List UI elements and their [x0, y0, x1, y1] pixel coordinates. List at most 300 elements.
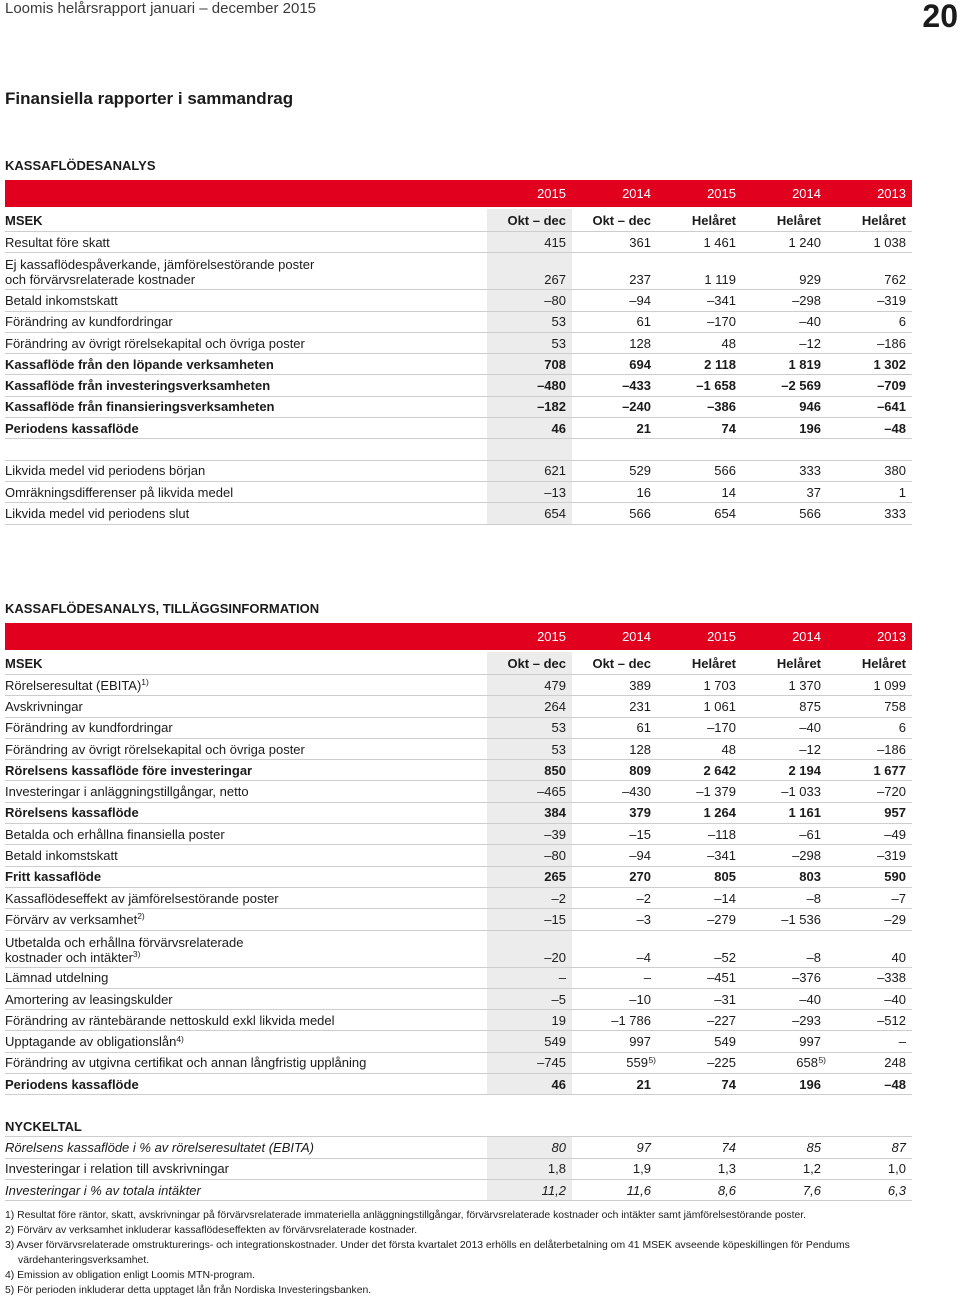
- cell-value: [629, 336, 651, 351]
- cell-value: [703, 699, 736, 714]
- row-label-cell: [5, 718, 487, 738]
- cell-value-text: 875: [799, 698, 821, 714]
- row-label: [5, 699, 83, 714]
- row-label-text: Betald inkomstskatt: [5, 848, 118, 864]
- value-cell: [487, 1053, 572, 1073]
- value-cell: [657, 354, 742, 374]
- row-label: [5, 848, 118, 863]
- value-cell: [487, 696, 572, 716]
- cell-value-text: –641: [877, 399, 906, 415]
- cell-value-text: 1 302: [873, 356, 906, 372]
- row-label-cell: [5, 931, 487, 967]
- table-row: [5, 781, 912, 802]
- cell-value-text: –709: [877, 378, 906, 394]
- value-cell: [487, 290, 572, 310]
- cell-value: [644, 970, 651, 985]
- value-cell: [572, 290, 657, 310]
- row-label: [5, 784, 249, 799]
- value-cell: [657, 290, 742, 310]
- value-cell: [742, 439, 827, 459]
- cell-value-text: –31: [714, 991, 736, 1007]
- table-row: [5, 1159, 912, 1180]
- row-label-text: Kassaflöde från den löpande verksamheten: [5, 356, 274, 372]
- value-cell: [487, 845, 572, 865]
- value-cell: [742, 397, 827, 417]
- row-label-cell: [5, 989, 487, 1009]
- value-cell: [657, 909, 742, 929]
- cell-value-text: 53: [551, 335, 566, 351]
- cell-value-text: 6: [898, 720, 906, 736]
- unit-label: MSEK: [5, 655, 43, 671]
- value-cell: [572, 989, 657, 1009]
- period-label: Okt – dec: [507, 655, 566, 671]
- value-cell: [657, 333, 742, 353]
- value-cell: [827, 888, 912, 908]
- value-cell: [487, 461, 572, 481]
- row-label-text: Kassaflödeseffekt av jämförelsestörande poster: [5, 890, 279, 906]
- cell-value-text: 809: [629, 762, 651, 778]
- table-row: [5, 968, 912, 989]
- cell-value: [788, 763, 821, 778]
- row-label-cell: [5, 397, 487, 417]
- footnote-marker: 5): [818, 1054, 826, 1065]
- value-cell: [487, 253, 572, 289]
- cell-value-text: 590: [884, 869, 906, 885]
- cell-value: [637, 891, 651, 906]
- period-label: Helåret: [691, 212, 736, 228]
- cell-value: [552, 336, 566, 351]
- cell-value-text: –298: [792, 292, 821, 308]
- cell-value-text: 361: [629, 234, 651, 250]
- row-label-text: Förvärv av verksamhet: [5, 911, 138, 927]
- cell-value-text: 1 161: [788, 805, 821, 821]
- value-cell: [487, 1031, 572, 1051]
- cell-value: [807, 950, 821, 965]
- value-cell: [827, 931, 912, 967]
- cell-value: [629, 869, 651, 884]
- cell-value-text: –80: [544, 848, 566, 864]
- value-cell: [487, 482, 572, 502]
- table-row: [5, 253, 912, 290]
- row-label: [5, 1034, 184, 1049]
- row-label-cell: [5, 354, 487, 374]
- period-header-cell: [487, 209, 572, 231]
- cell-value: [873, 235, 906, 250]
- row-label: [5, 1077, 139, 1092]
- cell-value-text: –40: [799, 991, 821, 1007]
- value-cell: [827, 232, 912, 252]
- value-cell: [572, 675, 657, 695]
- cell-value-text: –186: [877, 741, 906, 757]
- cell-value: [704, 272, 736, 287]
- value-cell: [827, 1074, 912, 1094]
- value-cell: [572, 781, 657, 801]
- footnote-marker: 5): [648, 1054, 656, 1065]
- value-cell: [487, 718, 572, 738]
- row-label-cell: [5, 418, 487, 438]
- value-cell: [487, 1074, 572, 1094]
- cell-value-text: –386: [707, 399, 736, 415]
- value-cell: [487, 675, 572, 695]
- value-cell: [657, 1180, 742, 1200]
- year-label: 2014: [792, 629, 821, 644]
- value-cell: [742, 968, 827, 988]
- row-label-cell: [5, 1074, 487, 1094]
- cell-value-text: 1 061: [703, 698, 736, 714]
- row-label: [5, 763, 252, 778]
- cell-value-text: –10: [629, 991, 651, 1007]
- cell-value-text: 621: [544, 463, 566, 479]
- value-cell: [657, 375, 742, 395]
- value-cell: [827, 760, 912, 780]
- value-cell: [572, 1137, 657, 1157]
- value-cell: [487, 312, 572, 332]
- cell-value: [629, 357, 651, 372]
- cell-value: [884, 912, 906, 927]
- value-cell: [657, 253, 742, 289]
- cell-value-text: –170: [707, 720, 736, 736]
- cell-value: [799, 336, 821, 351]
- cell-value-text: –5: [551, 991, 566, 1007]
- cell-value-text: 6: [898, 314, 906, 330]
- value-cell: [487, 397, 572, 417]
- footnote: 5) För perioden inkluderar detta upptaget lån från Nordiska Investeringsbanken.: [5, 1284, 372, 1296]
- cell-value: [799, 463, 821, 478]
- value-cell: [657, 888, 742, 908]
- row-label-text: Resultat före skatt: [5, 234, 110, 250]
- cell-value: [792, 848, 821, 863]
- value-cell: [572, 253, 657, 289]
- row-label-cell: [5, 909, 487, 929]
- cell-value-text: –80: [544, 292, 566, 308]
- row-label: [5, 378, 270, 393]
- report-header-title: Loomis helårsrapport januari – december 2015: [5, 0, 317, 17]
- table-row: [5, 696, 912, 717]
- value-cell: [827, 439, 912, 459]
- cell-value: [537, 399, 566, 414]
- row-label-text: Betald inkomstskatt: [5, 292, 118, 308]
- cell-value-text: –227: [707, 1012, 736, 1028]
- table-row: [5, 418, 912, 439]
- cell-value: [714, 891, 736, 906]
- value-cell: [487, 968, 572, 988]
- unit-label-cell: [5, 652, 487, 674]
- value-cell: [487, 333, 572, 353]
- value-cell: [827, 739, 912, 759]
- value-cell: [827, 290, 912, 310]
- row-label-text: Förändring av övrigt rörelsekapital och övriga poster: [5, 741, 305, 757]
- value-cell: [827, 1010, 912, 1030]
- cell-value-text: –319: [877, 848, 906, 864]
- table-row: [5, 888, 912, 909]
- value-cell: [657, 1137, 742, 1157]
- value-cell: [572, 439, 657, 459]
- value-cell: [827, 909, 912, 929]
- value-cell: [487, 418, 572, 438]
- cell-value: [544, 763, 566, 778]
- cell-value-text: –40: [799, 720, 821, 736]
- unit-label: MSEK: [5, 212, 43, 228]
- cell-value-text: 1: [898, 484, 906, 500]
- value-cell: [827, 1137, 912, 1157]
- value-cell: [572, 375, 657, 395]
- value-cell: [572, 1074, 657, 1094]
- cell-value-text: 566: [629, 505, 651, 521]
- value-cell: [657, 718, 742, 738]
- cell-value-text: 248: [884, 1055, 906, 1071]
- value-cell: [742, 696, 827, 716]
- cell-value: [888, 1161, 906, 1176]
- cell-value-text: 758: [884, 698, 906, 714]
- row-label-text: Lämnad utdelning: [5, 970, 109, 986]
- value-cell: [572, 1053, 657, 1073]
- value-cell: [827, 718, 912, 738]
- cell-value-text: –512: [877, 1012, 906, 1028]
- cell-value-text: –465: [537, 784, 566, 800]
- cell-value-text: 48: [721, 741, 736, 757]
- cell-value-text: 415: [544, 234, 566, 250]
- cell-value-text: 19: [551, 1012, 566, 1028]
- cell-value-text: 1 240: [788, 234, 821, 250]
- cell-value-text: 37: [806, 484, 821, 500]
- year-header-bar: [5, 623, 912, 650]
- cell-value: [884, 421, 906, 436]
- value-cell: [572, 931, 657, 967]
- row-label: [5, 742, 305, 757]
- row-label-cell: [5, 333, 487, 353]
- cell-value-text: –48: [884, 1076, 906, 1092]
- cell-value: [544, 805, 566, 820]
- value-cell: [827, 824, 912, 844]
- value-cell: [742, 1031, 827, 1051]
- value-cell: [742, 1137, 827, 1157]
- row-label-cell: [5, 232, 487, 252]
- table-row: [5, 354, 912, 375]
- cell-value-text: 1 099: [873, 677, 906, 693]
- year-label: 2014: [792, 186, 821, 201]
- value-cell: [657, 931, 742, 967]
- row-label-cell: [5, 781, 487, 801]
- cell-value: [807, 891, 821, 906]
- cell-value: [629, 272, 651, 287]
- cell-value-text: –15: [629, 826, 651, 842]
- cell-value-text: 237: [629, 272, 651, 288]
- row-label-text: Rörelseresultat (EBITA): [5, 677, 142, 693]
- cell-value-text: 957: [884, 805, 906, 821]
- cell-value: [892, 891, 906, 906]
- row-label-text: Investeringar i % av totala intäkter: [5, 1182, 201, 1198]
- cell-value: [552, 1077, 566, 1092]
- cell-value-text: 8,6: [717, 1182, 736, 1198]
- value-cell: [657, 989, 742, 1009]
- cell-value: [799, 506, 821, 521]
- cell-value: [637, 1077, 651, 1092]
- table-row: [5, 333, 912, 354]
- row-label-cell: [5, 1031, 487, 1051]
- cell-value-text: –29: [884, 911, 906, 927]
- value-cell: [827, 333, 912, 353]
- value-cell: [742, 253, 827, 289]
- value-cell: [827, 1031, 912, 1051]
- value-cell: [657, 1053, 742, 1073]
- cell-value: [877, 742, 906, 757]
- cell-value: [544, 272, 566, 287]
- row-label-text: Rörelsens kassaflöde i % av rörelseresultatet (EBITA): [5, 1139, 314, 1155]
- cell-value: [792, 970, 821, 985]
- value-cell: [657, 803, 742, 823]
- row-label: [5, 257, 314, 287]
- cell-value: [629, 506, 651, 521]
- cell-value: [703, 235, 736, 250]
- cell-value-text: 14: [721, 484, 736, 500]
- row-label-text: Utbetalda och erhållna förvärvsrelaterade kostnader och intäkter: [5, 934, 244, 965]
- cell-value: [544, 357, 566, 372]
- value-cell: [572, 867, 657, 887]
- cell-value: [877, 784, 906, 799]
- cell-value: [544, 293, 566, 308]
- cell-value: [544, 1034, 566, 1049]
- cell-value: [884, 869, 906, 884]
- value-cell: [742, 867, 827, 887]
- cell-value: [707, 720, 736, 735]
- cell-value-text: –182: [537, 399, 566, 415]
- cell-value-text: 7,6: [802, 1182, 821, 1198]
- cell-value: [637, 912, 651, 927]
- value-cell: [487, 1180, 572, 1200]
- row-label-text: Förändring av kundfordringar: [5, 314, 173, 330]
- cell-value-text: –433: [622, 378, 651, 394]
- value-cell: [657, 675, 742, 695]
- value-cell: [742, 931, 827, 967]
- cell-value-text: 61: [636, 720, 651, 736]
- value-cell: [827, 397, 912, 417]
- cell-value-text: 708: [544, 356, 566, 372]
- row-label: [5, 891, 279, 906]
- cell-value-text: –40: [799, 314, 821, 330]
- column-header-row: [5, 209, 912, 232]
- cell-value: [722, 336, 736, 351]
- row-label: [5, 1183, 201, 1198]
- cell-value: [899, 1034, 906, 1049]
- cell-value: [544, 506, 566, 521]
- cell-value-text: 40: [891, 949, 906, 965]
- cell-value: [877, 848, 906, 863]
- cashflow-supplementary-table: [5, 623, 912, 1095]
- row-label: [5, 912, 145, 927]
- cell-value-text: 850: [544, 762, 566, 778]
- row-label: [5, 293, 118, 308]
- cell-value: [629, 293, 651, 308]
- cell-value: [884, 463, 906, 478]
- value-cell: [742, 718, 827, 738]
- row-label: [5, 485, 233, 500]
- cell-value-text: 1 703: [703, 677, 736, 693]
- row-label-text: Amortering av leasingskulder: [5, 991, 173, 1007]
- cell-value: [799, 272, 821, 287]
- row-label-cell: [5, 482, 487, 502]
- cell-value-text: –1 379: [696, 784, 736, 800]
- cell-value-text: –48: [884, 420, 906, 436]
- value-cell: [572, 503, 657, 523]
- key-ratios-title: NYCKELTAL: [5, 1118, 82, 1134]
- cell-value: [781, 912, 821, 927]
- period-label: Okt – dec: [592, 212, 651, 228]
- cell-value: [627, 1183, 651, 1198]
- value-cell: [657, 845, 742, 865]
- cell-value: [633, 1161, 651, 1176]
- cell-value-text: 21: [636, 420, 651, 436]
- cell-value: [722, 1140, 736, 1155]
- row-label: [5, 314, 173, 329]
- value-cell: [827, 845, 912, 865]
- cell-value: [622, 399, 651, 414]
- value-cell: [487, 375, 572, 395]
- cell-value-text: –39: [544, 826, 566, 842]
- period-header-cell: [827, 652, 912, 674]
- row-label-cell: [5, 253, 487, 289]
- cell-value: [884, 827, 906, 842]
- row-label-cell: [5, 461, 487, 481]
- cell-value: [788, 678, 821, 693]
- cell-value-text: 1,3: [717, 1161, 736, 1177]
- row-label-cell: [5, 803, 487, 823]
- page-title: Finansiella rapporter i sammandrag: [5, 89, 294, 108]
- cell-value-text: 196: [799, 420, 821, 436]
- value-cell: [742, 909, 827, 929]
- value-cell: [742, 803, 827, 823]
- row-label-text: Förändring av räntebärande nettoskuld exkl likvida medel: [5, 1012, 335, 1028]
- value-cell: [742, 333, 827, 353]
- cell-value-text: –: [898, 1034, 906, 1050]
- cell-value-text: 333: [884, 505, 906, 521]
- year-label: 2013: [877, 629, 906, 644]
- value-cell: [827, 375, 912, 395]
- value-cell: [572, 354, 657, 374]
- value-cell: [657, 1010, 742, 1030]
- table-row: [5, 1053, 912, 1074]
- value-cell: [827, 503, 912, 523]
- value-cell: [827, 1159, 912, 1179]
- column-header-row: [5, 652, 912, 675]
- cell-value-text: 762: [884, 272, 906, 288]
- cell-value-text: 1 370: [788, 677, 821, 693]
- cell-value-text: 87: [891, 1139, 906, 1155]
- key-ratios-table: [5, 1116, 912, 1201]
- cell-value: [781, 784, 821, 799]
- cell-value: [707, 293, 736, 308]
- row-label-cell: [5, 1053, 487, 1073]
- cell-value: [629, 763, 651, 778]
- row-label: [5, 463, 205, 478]
- row-label-cell: [5, 675, 487, 695]
- value-cell: [487, 931, 572, 967]
- cell-value: [873, 357, 906, 372]
- cell-value-text: 196: [799, 1076, 821, 1092]
- footnote-marker: 1): [141, 677, 149, 688]
- value-cell: [572, 1159, 657, 1179]
- cell-value-text: 384: [544, 805, 566, 821]
- row-label: [5, 970, 108, 985]
- value-cell: [487, 1137, 572, 1157]
- cell-value-text: 128: [629, 335, 651, 351]
- row-label: [5, 720, 173, 735]
- value-cell: [742, 845, 827, 865]
- cell-value-text: –52: [714, 949, 736, 965]
- table-row: [5, 461, 912, 482]
- cell-value: [637, 1140, 651, 1155]
- cell-value-text: 549: [544, 1034, 566, 1050]
- row-label-text: Förändring av utgivna certifikat och annan långfristig upplåning: [5, 1055, 367, 1071]
